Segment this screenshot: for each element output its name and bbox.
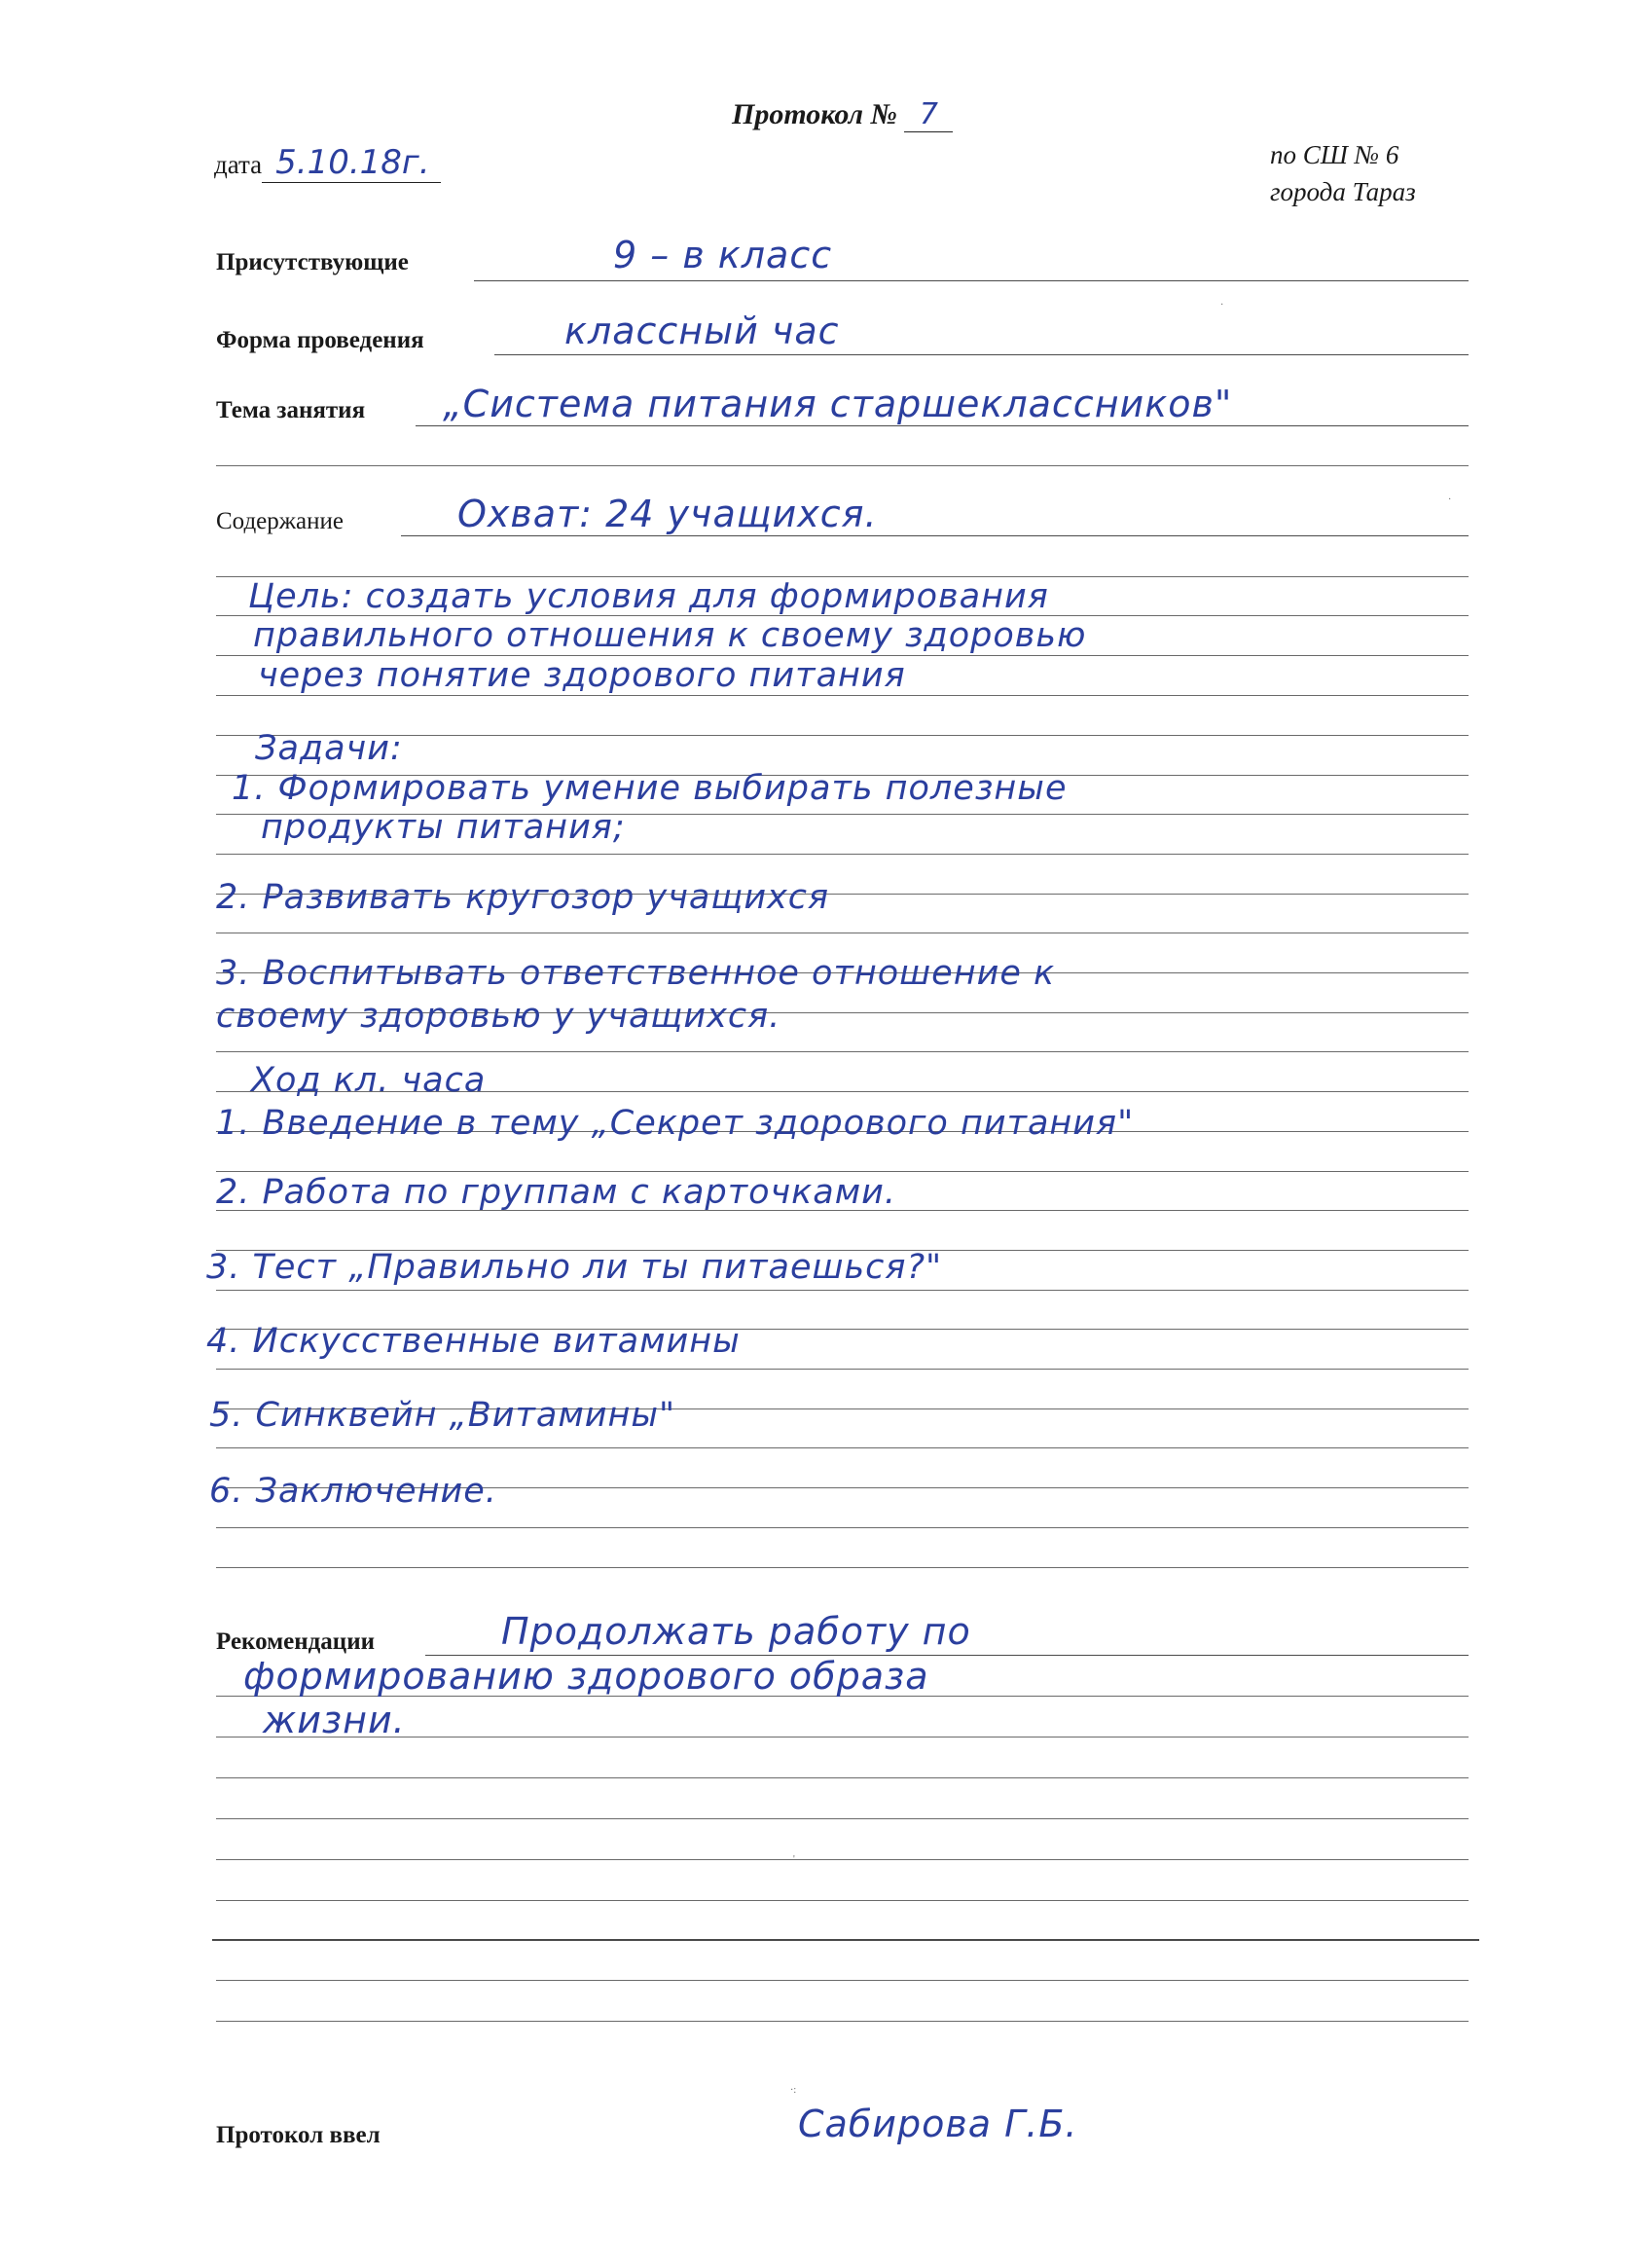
form-line — [494, 354, 1469, 355]
ruled-line — [212, 1939, 1479, 1941]
content-line-text: 5. Синквейн „Витамины" — [209, 1396, 676, 1435]
topic-line — [416, 425, 1469, 426]
ruled-line — [216, 1447, 1469, 1448]
content-line-text: 2. Работа по группам с карточками. — [216, 1173, 897, 1212]
scan-speck: · — [1448, 494, 1452, 505]
content-line-text: правильного отношения к своему здоровью — [253, 616, 1087, 655]
content-value: Охват: 24 учащихся. — [457, 493, 878, 535]
content-line-text: 1. Введение в тему „Секрет здорового питания" — [216, 1104, 1135, 1143]
recommendation-line-text: формированию здорового образа — [243, 1655, 929, 1698]
content-line-text: 3. Тест „Правильно ли ты питаешься?" — [206, 1248, 943, 1287]
content-line-text: через понятие здорового питания — [258, 656, 906, 695]
form-value: классный час — [564, 310, 840, 352]
ruled-line — [216, 1859, 1469, 1860]
scan-speck: · — [1220, 300, 1224, 311]
content-line-text: 1. Формировать умение выбирать полезные — [232, 769, 1068, 808]
content-line-text: 3. Воспитывать ответственное отношение к — [216, 954, 1056, 993]
signed-label: Протокол ввел — [216, 2122, 381, 2148]
content-line-text: Ход кл. часа — [251, 1061, 487, 1100]
content-line-text: своему здоровью у учащихся. — [216, 997, 781, 1036]
school-info — [1270, 136, 1416, 210]
recommendation-line-text: Продолжать работу по — [501, 1610, 971, 1653]
content-line-text: продукты питания; — [261, 808, 626, 847]
ruled-line — [216, 1527, 1469, 1528]
content-line-text: Задачи: — [255, 729, 403, 768]
ruled-line — [216, 1051, 1469, 1052]
date-label: дата — [214, 150, 263, 179]
title-label: Протокол № — [732, 98, 897, 130]
signature: Сабирова Г.Б. — [798, 2103, 1078, 2145]
content-line-text: 2. Развивать кругозор учащихся — [216, 878, 830, 917]
date-field — [214, 143, 441, 183]
ruled-line — [216, 1171, 1469, 1172]
protocol-number: 7 — [904, 97, 953, 132]
date-value: 5.10.18г. — [262, 143, 441, 183]
ruled-line — [216, 735, 1469, 736]
ruled-line — [216, 1290, 1469, 1291]
ruled-line — [216, 1900, 1469, 1901]
protocol-title — [732, 97, 953, 132]
content-label: Содержание — [216, 508, 344, 534]
attendees-line — [474, 280, 1469, 281]
ruled-line — [216, 1369, 1469, 1370]
ruled-line — [216, 1777, 1469, 1778]
scan-speck: ' — [793, 1854, 795, 1865]
ruled-line — [216, 854, 1469, 855]
ruled-line — [216, 1980, 1469, 1981]
topic-label: Тема занятия — [216, 397, 366, 423]
content-line — [401, 535, 1469, 536]
recommendations-label: Рекомендации — [216, 1628, 376, 1655]
content-line-text: 4. Искусственные витамины — [206, 1322, 741, 1361]
ruled-line — [216, 2021, 1469, 2022]
content-line-text: 6. Заключение. — [209, 1472, 497, 1511]
attendees-label: Присутствующие — [216, 249, 409, 275]
recommendation-line-text: жизни. — [263, 1699, 406, 1741]
form-label: Форма проведения — [216, 327, 424, 353]
ruled-line — [216, 695, 1469, 696]
ruled-line — [216, 1567, 1469, 1568]
attendees-value: 9 – в класс — [613, 234, 833, 276]
ruled-line — [216, 465, 1469, 466]
school-line-1: по СШ № 6 — [1270, 140, 1399, 169]
school-line-2: города Тараз — [1270, 177, 1416, 206]
content-line-text: Цель: создать условия для формирования — [248, 577, 1049, 616]
ruled-line — [216, 1818, 1469, 1819]
topic-value: „Система питания старшеклассников" — [443, 383, 1233, 425]
scan-speck: ·: — [790, 2085, 797, 2096]
